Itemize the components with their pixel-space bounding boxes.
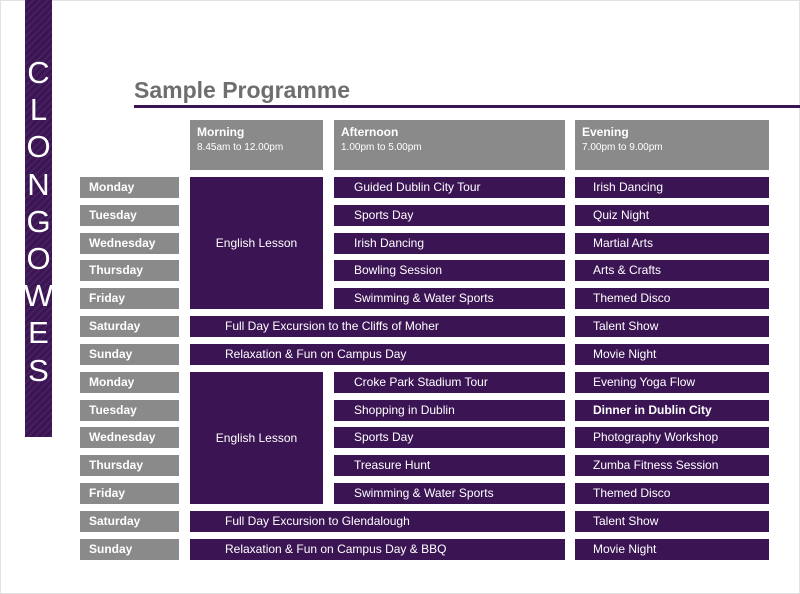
brand-letter: G — [26, 203, 51, 239]
brand-letter: S — [28, 352, 49, 388]
day-label: Sunday — [80, 539, 179, 560]
brand-wordmark — [25, 54, 52, 389]
evening-activity: Talent Show — [575, 511, 769, 532]
afternoon-activity: Guided Dublin City Tour — [334, 177, 565, 198]
day-label: Saturday — [80, 511, 179, 532]
page-title: Sample Programme — [134, 77, 351, 103]
brand-letter: W — [23, 278, 54, 314]
day-label: Friday — [80, 288, 179, 309]
column-name: Morning — [197, 125, 245, 139]
evening-activity: Arts & Crafts — [575, 260, 769, 281]
day-label: Thursday — [80, 455, 179, 476]
evening-activity: Martial Arts — [575, 233, 769, 254]
full-day-activity: Full Day Excursion to the Cliffs of Moher — [190, 316, 565, 337]
afternoon-activity: Treasure Hunt — [334, 455, 565, 476]
brand-letter: O — [26, 240, 51, 276]
full-day-activity: Full Day Excursion to Glendalough — [190, 511, 565, 532]
day-label: Monday — [80, 177, 179, 198]
evening-activity: Evening Yoga Flow — [575, 372, 769, 393]
evening-activity: Zumba Fitness Session — [575, 455, 769, 476]
afternoon-activity: Croke Park Stadium Tour — [334, 372, 565, 393]
column-header-afternoon — [334, 120, 565, 170]
brand-letter: N — [27, 166, 50, 202]
day-label: Monday — [80, 372, 179, 393]
evening-activity: Movie Night — [575, 539, 769, 560]
afternoon-activity: Swimming & Water Sports — [334, 483, 565, 504]
evening-activity: Themed Disco — [575, 288, 769, 309]
column-time: 7.00pm to 9.00pm — [582, 142, 663, 153]
morning-block-week-2: English Lesson — [190, 372, 323, 504]
evening-activity: Photography Workshop — [575, 427, 769, 448]
evening-activity: Quiz Night — [575, 205, 769, 226]
brand-letter: C — [27, 55, 50, 90]
column-time: 1.00pm to 5.00pm — [341, 142, 422, 153]
day-label: Friday — [80, 483, 179, 504]
evening-activity: Movie Night — [575, 344, 769, 365]
day-label: Tuesday — [80, 205, 179, 226]
evening-activity: Dinner in Dublin City — [575, 400, 769, 421]
afternoon-activity: Sports Day — [334, 205, 565, 226]
day-label: Wednesday — [80, 233, 179, 254]
brand-sidebar — [25, 0, 52, 437]
column-time: 8.45am to 12.00pm — [197, 142, 284, 153]
brand-letter: O — [26, 129, 51, 165]
day-label: Sunday — [80, 344, 179, 365]
column-header-morning — [190, 120, 323, 170]
day-label: Saturday — [80, 316, 179, 337]
column-header-evening — [575, 120, 769, 170]
afternoon-activity: Shopping in Dublin — [334, 400, 565, 421]
evening-activity: Talent Show — [575, 316, 769, 337]
day-label: Tuesday — [80, 400, 179, 421]
afternoon-activity: Irish Dancing — [334, 233, 565, 254]
evening-activity: Themed Disco — [575, 483, 769, 504]
column-name: Evening — [582, 125, 629, 139]
afternoon-activity: Swimming & Water Sports — [334, 288, 565, 309]
brand-letter: L — [29, 92, 48, 128]
column-name: Afternoon — [341, 125, 399, 139]
afternoon-activity: Sports Day — [334, 427, 565, 448]
day-label: Thursday — [80, 260, 179, 281]
full-day-activity: Relaxation & Fun on Campus Day & BBQ — [190, 539, 565, 560]
title-divider — [134, 105, 800, 108]
brand-letter: E — [28, 315, 49, 351]
day-label: Wednesday — [80, 427, 179, 448]
morning-block-week-1: English Lesson — [190, 177, 323, 309]
afternoon-activity: Bowling Session — [334, 260, 565, 281]
full-day-activity: Relaxation & Fun on Campus Day — [190, 344, 565, 365]
evening-activity: Irish Dancing — [575, 177, 769, 198]
